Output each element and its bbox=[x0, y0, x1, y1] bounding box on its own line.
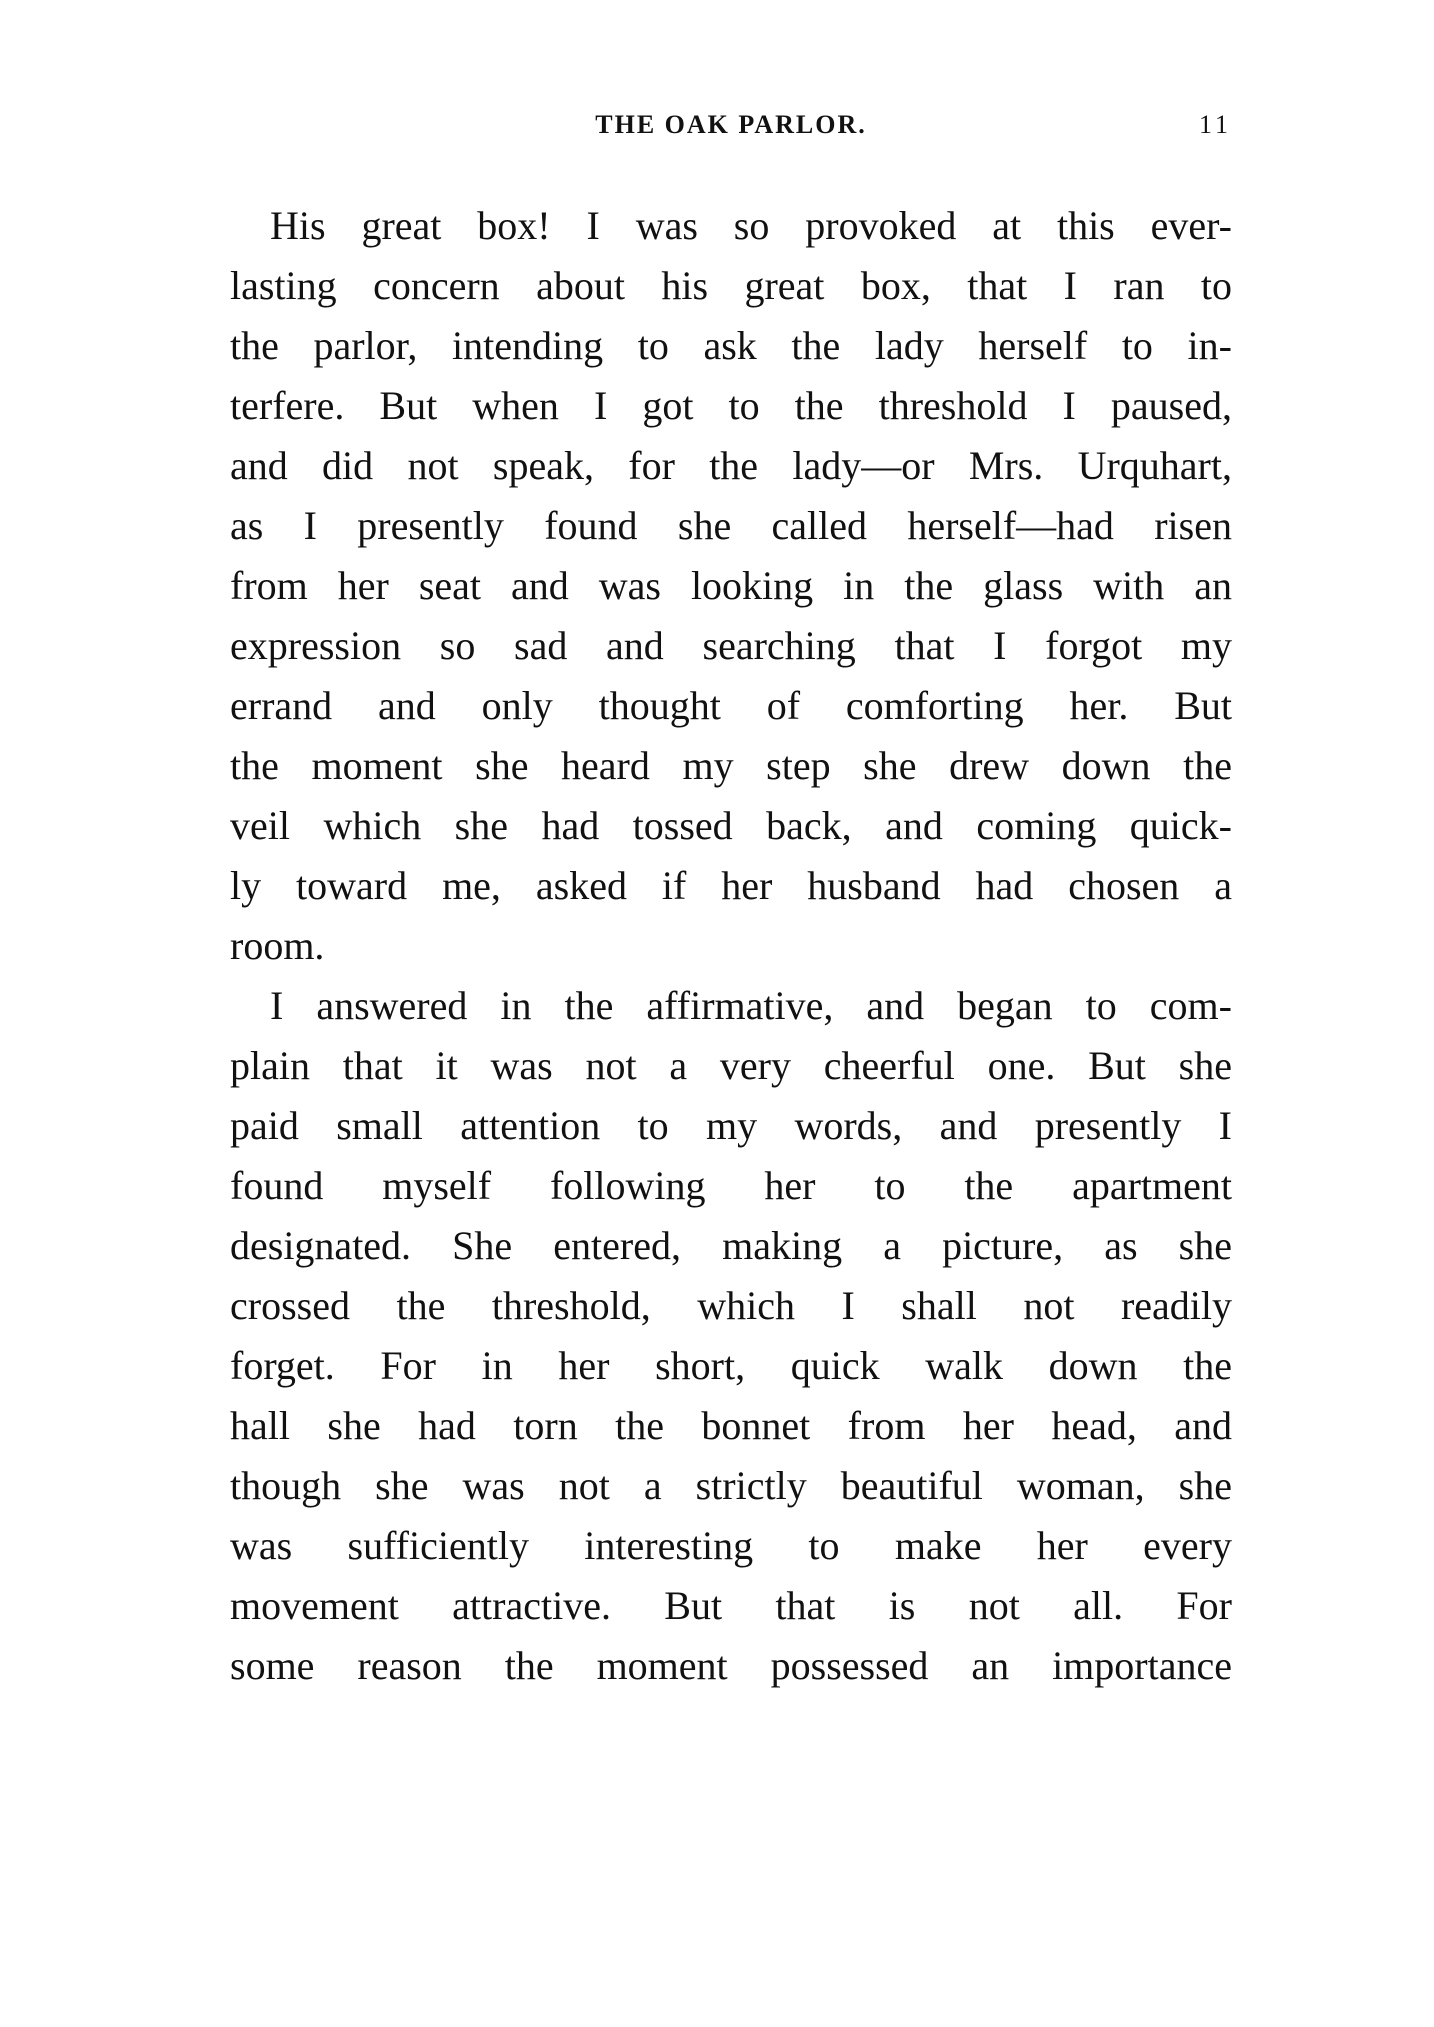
paragraph-2 bbox=[230, 976, 1232, 1696]
text-line: His great box! I was so provoked at this ever- bbox=[270, 203, 1232, 248]
text-line: ly toward me, asked if her husband had chosen a bbox=[230, 863, 1232, 908]
text-line: as I presently found she called herself—had risen bbox=[230, 503, 1232, 548]
text-line: veil which she had tossed back, and coming quick- bbox=[230, 803, 1232, 848]
text-line: some reason the moment possessed an importance bbox=[230, 1643, 1232, 1688]
text-line: was sufficiently interesting to make her every bbox=[230, 1523, 1232, 1568]
text-line: plain that it was not a very cheerful one. But she bbox=[230, 1043, 1232, 1088]
text-line: expression so sad and searching that I forgot my bbox=[230, 623, 1232, 668]
text-line: I answered in the affirmative, and began to com- bbox=[270, 983, 1232, 1028]
text-line: the moment she heard my step she drew down the bbox=[230, 743, 1232, 788]
text-line: designated. She entered, making a picture, as she bbox=[230, 1223, 1232, 1268]
running-head bbox=[230, 110, 1232, 150]
text-line: paid small attention to my words, and presently I bbox=[230, 1103, 1232, 1148]
paragraph-1 bbox=[230, 196, 1232, 976]
text-line: crossed the threshold, which I shall not readily bbox=[230, 1283, 1232, 1328]
body-text bbox=[230, 196, 1232, 1696]
text-line: and did not speak, for the lady—or Mrs. Urquhart, bbox=[230, 443, 1232, 488]
page-number: 11 bbox=[1198, 110, 1232, 139]
text-line: terfere. But when I got to the threshold I paused, bbox=[230, 383, 1232, 428]
text-line: movement attractive. But that is not all. For bbox=[230, 1583, 1232, 1628]
text-line: the parlor, intending to ask the lady herself to in- bbox=[230, 323, 1232, 368]
text-line: though she was not a strictly beautiful woman, she bbox=[230, 1463, 1232, 1508]
running-title: THE OAK PARLOR. bbox=[595, 110, 867, 139]
text-line: room. bbox=[230, 923, 325, 968]
text-line: errand and only thought of comforting her. But bbox=[230, 683, 1232, 728]
text-line: lasting concern about his great box, that I ran to bbox=[230, 263, 1232, 308]
text-line: from her seat and was looking in the glass with an bbox=[230, 563, 1232, 608]
text-line: forget. For in her short, quick walk down the bbox=[230, 1343, 1232, 1388]
text-line: hall she had torn the bonnet from her head, and bbox=[230, 1403, 1232, 1448]
text-line: found myself following her to the apartment bbox=[230, 1163, 1232, 1208]
